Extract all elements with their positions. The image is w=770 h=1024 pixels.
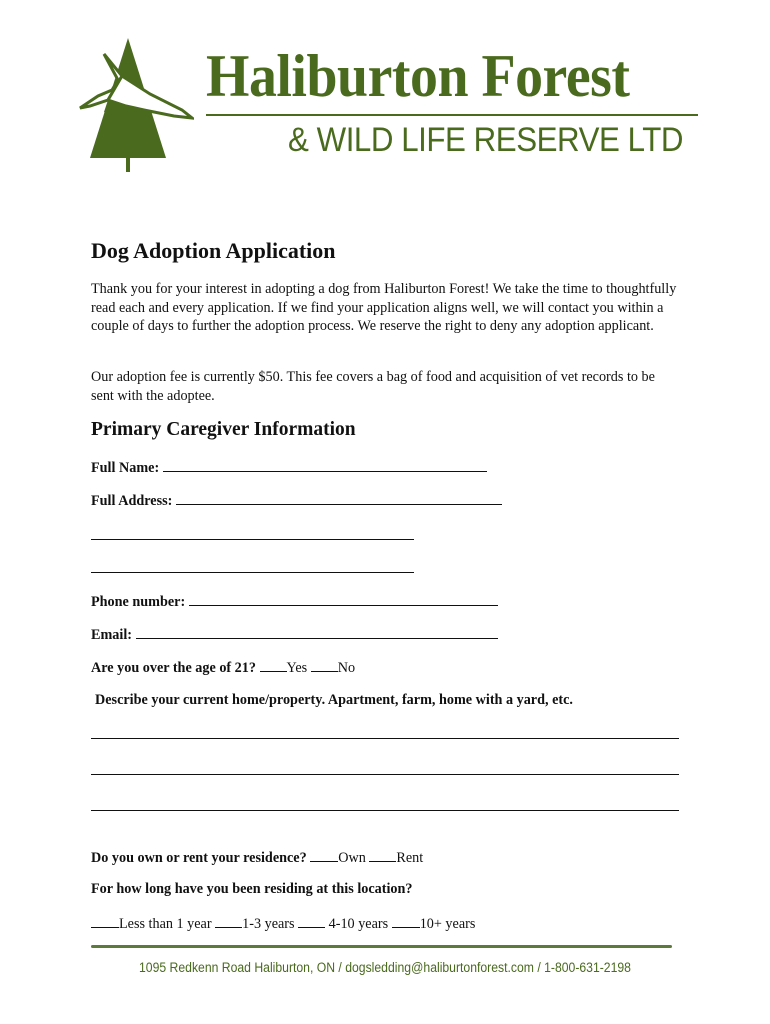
duration-option-2: 1-3 years [242,916,295,932]
address-line-3[interactable] [91,572,414,573]
fee-paragraph: Our adoption fee is currently $50. This fee covers a bag of food and acquisition of vet records to be sent with the adoptee. [91,369,655,404]
age-no-blank[interactable] [311,657,338,672]
home-question-row [95,691,573,709]
home-answer-line-3[interactable] [91,810,679,811]
phone-field[interactable] [189,591,498,606]
age-question: Are you over the age of 21? [91,660,256,676]
phone-label: Phone number: [91,594,186,610]
phone-row [91,591,498,611]
duration-question-row [91,880,412,898]
duration-option-3: 4-10 years [328,916,389,932]
full-name-row [91,457,487,477]
full-address-row [91,490,502,510]
email-row [91,624,498,644]
home-question: Describe your current home/property. Apartment, farm, home with a yard, etc. [95,692,573,708]
own-rent-row [91,847,423,867]
full-address-field[interactable] [176,490,502,505]
email-field[interactable] [136,624,498,639]
full-address-label: Full Address: [91,493,173,509]
logo-subtitle: & WILD LIFE RESERVE LTD [288,121,684,159]
email-label: Email: [91,627,132,643]
page-title: Dog Adoption Application [91,238,336,263]
duration-question: For how long have you been residing at this location? [91,881,413,897]
duration-option-4: 10+ years [419,916,476,932]
duration-option-1: Less than 1 year [119,916,212,932]
address-line-2[interactable] [91,539,414,540]
own-rent-question: Do you own or rent your residence? [91,850,307,866]
tree-icon [78,36,194,178]
age-no-label: No [337,660,356,676]
rent-blank[interactable] [369,847,396,862]
footer-divider [91,945,672,948]
duration-blank-2[interactable] [215,913,242,928]
footer-contact: 1095 Redkenn Road Haliburton, ON / dogsledding@haliburtonforest.com / 1-800-631-2198 [139,960,631,976]
duration-blank-3[interactable] [298,913,325,928]
home-answer-line-2[interactable] [91,774,679,775]
duration-blank-4[interactable] [392,913,420,928]
logo-divider [206,114,698,116]
full-name-field[interactable] [163,457,487,472]
full-name-label: Full Name: [91,460,160,476]
own-blank[interactable] [310,847,338,862]
logo [0,0,770,190]
logo-title: Haliburton Forest [206,43,630,109]
duration-blank-1[interactable] [91,913,119,928]
home-answer-line-1[interactable] [91,738,679,739]
own-label: Own [338,850,366,866]
age-yes-blank[interactable] [260,657,287,672]
rent-label: Rent [396,850,424,866]
age-row [91,657,355,677]
section-title: Primary Caregiver Information [91,419,356,440]
age-yes-label: Yes [286,660,308,676]
intro-paragraph: Thank you for your interest in adopting a dog from Haliburton Forest! We take the time to thoughtfully read each and every application. If we find your application aligns well, we will contact you within a couple of days to further the adoption process. We reserve the right to deny any adoption applicant. [91,281,677,334]
duration-options-row [91,913,475,933]
